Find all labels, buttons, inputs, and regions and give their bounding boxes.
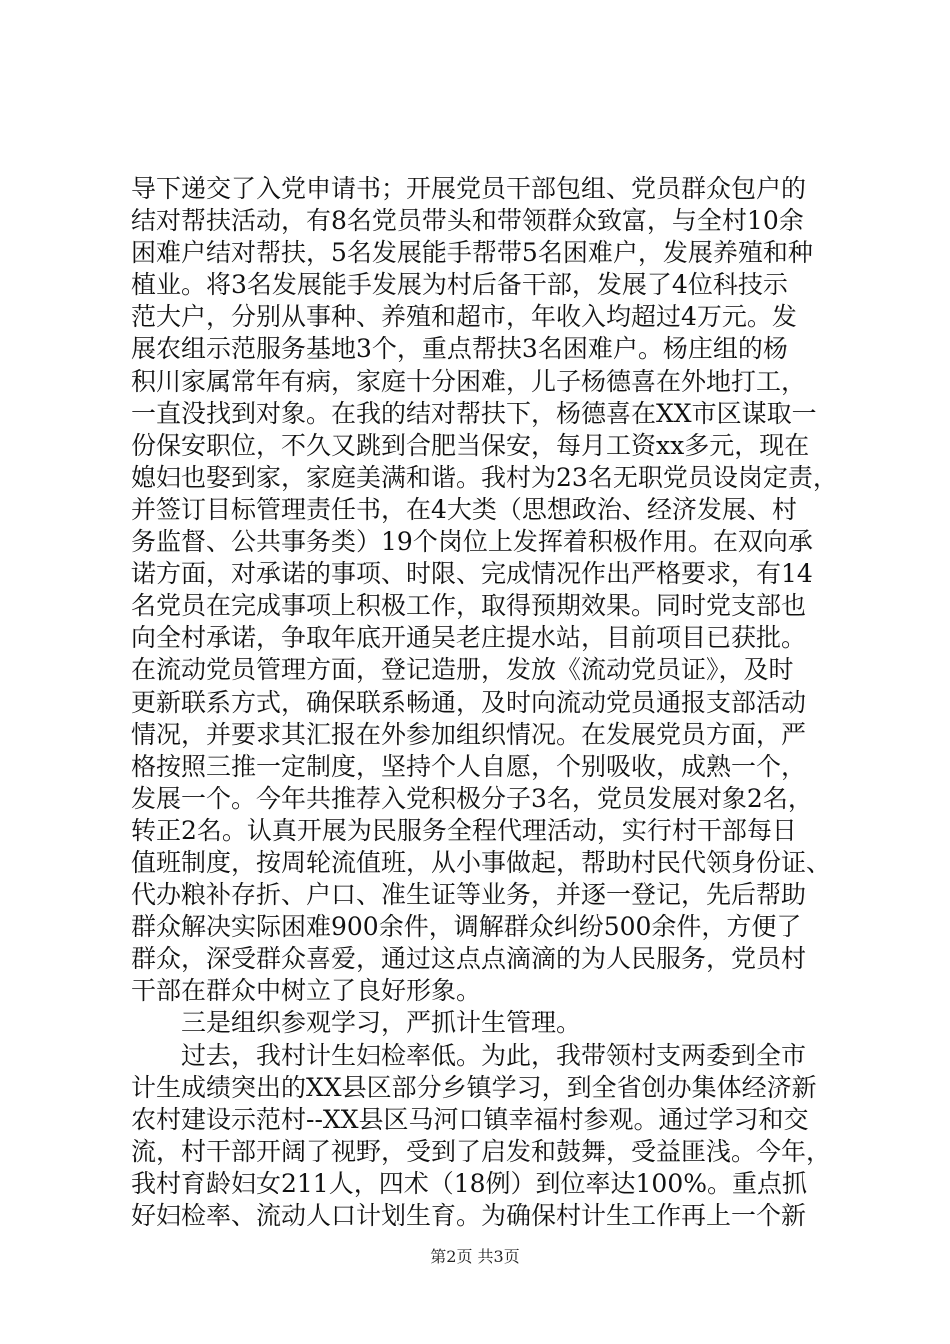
text-line: 一直没找到对象。在我的结对帮扶下，杨德喜在XX市区谋取一 (131, 398, 817, 428)
text-line: 诺方面，对承诺的事项、时限、完成情况作出严格要求，有14 (131, 559, 813, 589)
text-line: 务监督、公共事务类）19个岗位上发挥着积极作用。在双向承 (131, 527, 813, 557)
paragraph-start-line: 过去，我村计生妇检率低。为此，我带领村支两委到全市 (181, 1040, 807, 1070)
text-line: 计生成绩突出的XX县区部分乡镇学习，到全省创办集体经济新 (131, 1072, 817, 1102)
text-line: 农村建设示范村--XX县区马河口镇幸福村参观。通过学习和交 (131, 1104, 809, 1134)
text-line: 值班制度，按周轮流值班，从小事做起，帮助村民代领身份证、 (131, 847, 832, 877)
text-line: 植业。将3名发展能手发展为村后备干部，发展了4位科技示 (131, 270, 788, 300)
text-line: 代办粮补存折、户口、准生证等业务，并逐一登记，先后帮助 (131, 880, 807, 910)
text-line: 积川家属常年有病，家庭十分困难，儿子杨德喜在外地打工， (131, 366, 807, 396)
text-line: 名党员在完成事项上积极工作，取得预期效果。同时党支部也 (131, 591, 807, 621)
text-line: 向全村承诺，争取年底开通吴老庄提水站，目前项目已获批。 (131, 623, 807, 653)
text-line: 格按照三推一定制度，坚持个人自愿，个别吸收，成熟一个， (131, 751, 807, 781)
text-line: 导下递交了入党申请书；开展党员干部包组、党员群众包户的 (131, 174, 807, 203)
text-line: 媳妇也娶到家，家庭美满和谐。我村为23名无职党员设岗定责， (131, 462, 838, 492)
text-line: 群众解决实际困难900余件，调解群众纠纷500余件，方便了 (131, 912, 802, 942)
page-footer: 第2页 共3页 (430, 1247, 520, 1266)
text-line: 转正2名。认真开展为民服务全程代理活动，实行村干部每日 (131, 815, 797, 845)
text-line: 群众，深受群众喜爱，通过这点点滴滴的为人民服务，党员村 (131, 944, 807, 974)
text-line: 干部在群众中树立了良好形象。 (131, 976, 482, 1006)
section-heading: 三是组织参观学习，严抓计生管理。 (181, 1008, 582, 1038)
text-line: 情况，并要求其汇报在外参加组织情况。在发展党员方面，严 (131, 719, 807, 749)
text-line: 发展一个。今年共推荐入党积极分子3名，党员发展对象2名， (131, 783, 813, 813)
text-line: 范大户，分别从事种、养殖和超市，年收入均超过4万元。发 (131, 302, 797, 332)
text-line: 份保安职位，不久又跳到合肥当保安，每月工资xx多元，现在 (131, 430, 810, 460)
text-line: 并签订目标管理责任书，在4大类（思想政治、经济发展、村 (131, 494, 797, 524)
body-text (131, 173, 838, 1232)
text-line: 展农组示范服务基地3个，重点帮扶3名困难户。杨庄组的杨 (131, 334, 788, 364)
text-line: 好妇检率、流动人口计划生育。为确保村计生工作再上一个新 (131, 1201, 807, 1230)
text-line: 我村育龄妇女211人，四术（18例）到位率达100%。重点抓 (131, 1168, 808, 1198)
text-line: 困难户结对帮扶，5名发展能手帮带5名困难户，发展养殖和种 (131, 238, 813, 268)
text-line: 在流动党员管理方面，登记造册，发放《流动党员证》，及时 (131, 655, 794, 685)
text-line: 结对帮扶活动，有8名党员带头和带领群众致富，与全村10余 (131, 206, 804, 236)
text-line: 更新联系方式，确保联系畅通，及时向流动党员通报支部活动 (131, 687, 807, 717)
text-line: 流，村干部开阔了视野，受到了启发和鼓舞，受益匪浅。今年， (131, 1136, 832, 1166)
